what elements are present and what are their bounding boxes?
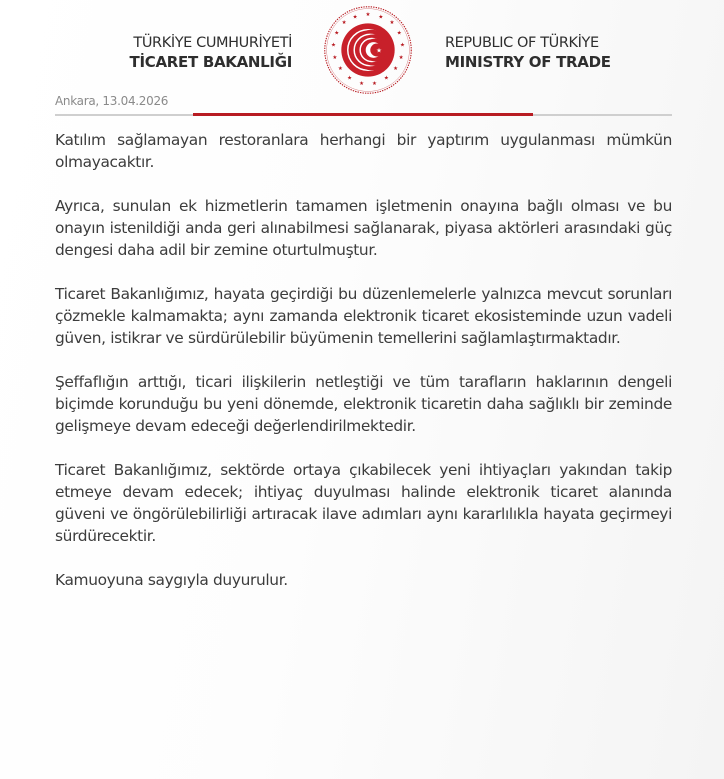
svg-text:★: ★: [359, 80, 365, 87]
svg-text:★: ★: [400, 42, 405, 49]
letterhead-english: [445, 34, 611, 72]
letterhead: [0, 0, 724, 100]
svg-text:★: ★: [332, 55, 338, 62]
ministry-name-tr: TİCARET BAKANLIĞI: [129, 53, 292, 71]
svg-text:★: ★: [337, 66, 343, 73]
closing-statement: Kamuoyuna saygıyla duyurulur.: [55, 571, 288, 589]
paragraph: Ayrıca, sunulan ek hizmetlerin tamamen işletmenin onayına bağlı olması ve bu onayın istenildiği anda geri alınabilmesi sağlanarak, piyasa aktörleri arasındaki güç dengesi daha adil bir zemine oturtulmuştur.: [55, 197, 672, 259]
svg-text:★: ★: [352, 14, 358, 21]
svg-text:★: ★: [365, 11, 371, 18]
svg-text:★: ★: [347, 75, 353, 82]
republic-name-en: REPUBLIC OF TÜRKİYE: [445, 35, 599, 51]
svg-text:★: ★: [341, 20, 347, 27]
press-release-body: [55, 129, 672, 613]
svg-text:★: ★: [371, 80, 377, 87]
svg-text:★: ★: [383, 75, 389, 82]
svg-text:★: ★: [389, 20, 395, 27]
svg-text:★: ★: [396, 30, 402, 37]
svg-text:★: ★: [393, 66, 399, 73]
letterhead-turkish: [130, 34, 292, 72]
header-divider-accent: [193, 113, 533, 116]
svg-text:★: ★: [398, 55, 404, 62]
svg-text:★: ★: [378, 14, 384, 21]
ministry-name-en: MINISTRY OF TRADE: [445, 53, 611, 71]
ministry-emblem-icon: [322, 4, 414, 96]
paragraph: Ticaret Bakanlığımız, hayata geçirdiği bu düzenlemelerle yalnızca mevcut sorunları çözmekle kalmamakta; aynı zamanda elektronik ticaret ekosisteminde uzun vadeli güven, istikrar ve sürdürülebilir büyümenin temellerini sağlamlaştırmaktadır.: [55, 285, 672, 347]
republic-name-tr: TÜRKİYE CUMHURİYETİ: [133, 35, 292, 51]
svg-text:★: ★: [331, 42, 336, 49]
svg-text:★: ★: [376, 46, 382, 55]
paragraph: Şeffaflığın arttığı, ticari ilişkilerin netleştiği ve tüm tarafların haklarının dengeli biçimde korunduğu bu yeni dönemde, elektronik ticaretin daha sağlıklı bir zeminde gelişmeye devam edeceği değerlendirilmektedir.: [55, 373, 672, 435]
paragraph: Ticaret Bakanlığımız, sektörde ortaya çıkabilecek yeni ihtiyaçları yakından takip etmeye devam edecek; ihtiyaç duyulması halinde elektronik ticaret alanında güveni ve öngörülebilirliği artıracak ilave adımları aynı kararlılıkla hayata geçirmeyi sürdürecektir.: [55, 461, 672, 545]
paragraph: Katılım sağlamayan restoranlara herhangi bir yaptırım uygulanması mümkün olmayacaktır.: [55, 131, 672, 171]
place-and-date: Ankara, 13.04.2026: [55, 94, 169, 108]
svg-text:★: ★: [334, 30, 340, 37]
